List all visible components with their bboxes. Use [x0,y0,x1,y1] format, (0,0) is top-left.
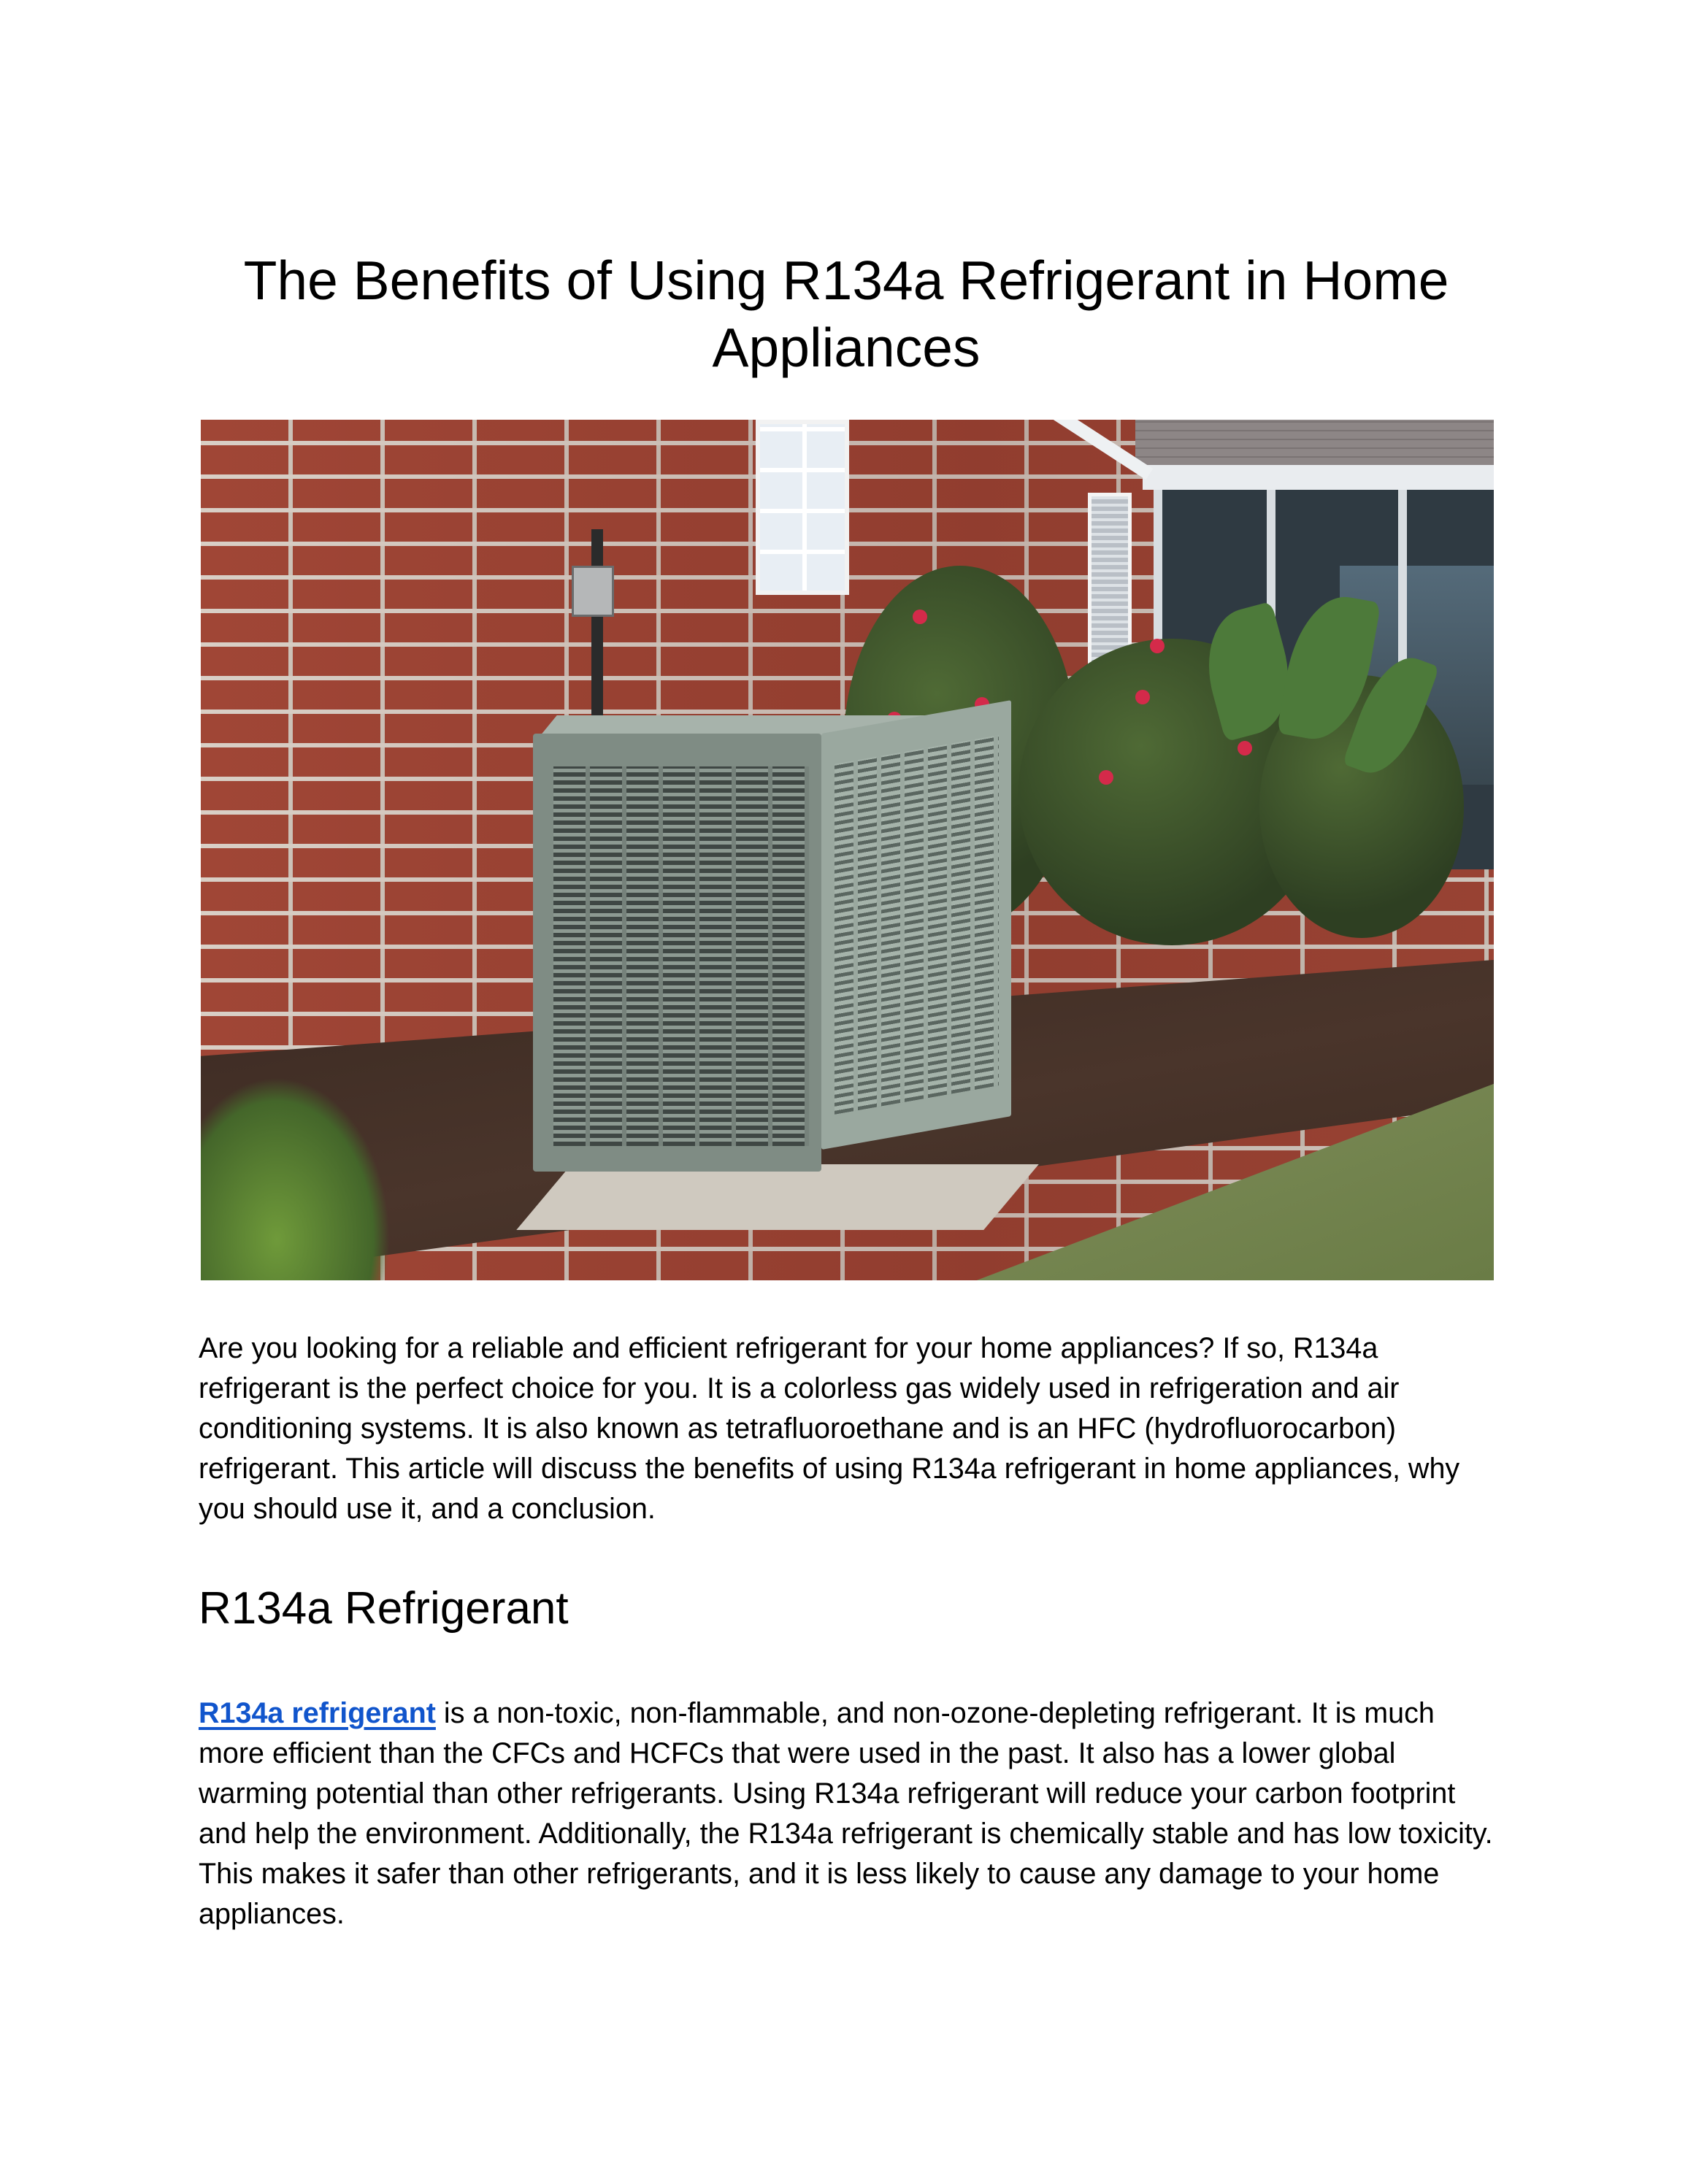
ac-ribs [835,735,999,1115]
section-paragraph [199,1693,1498,1934]
document-title: The Benefits of Using R134a Refrigerant in Home Appliances [243,250,1449,378]
roof-shingles [1135,420,1494,465]
section-heading: R134a Refrigerant [199,1583,569,1634]
concrete-pad [516,1164,1039,1230]
intro-paragraph: Are you looking for a reliable and efficient refrigerant for your home appliances? If so, R134a refrigerant is the perfect choice for you. It is a colorless gas widely used in refrigeration and air conditioning systems. It is also known as tetrafluoroethane and is an HFC (hydrofluorocarbon) refrigerant. This article will discuss the benefits of using R134a refrigerant in home appliances, why you should use it, and a conclusion. [199,1332,1460,1525]
ac-condenser-unit [533,734,821,1172]
rose-flower [1150,639,1165,653]
roof-fascia [1143,465,1494,490]
ac-unit-side [821,700,1011,1150]
disconnect-box [572,566,614,617]
section-body-text: is a non-toxic, non-flammable, and non-ozone-depleting refrigerant. It is much more efficient than the CFCs and HCFCs that were used in the past. It also has a lower global warming potential than other refrigerants. Using R134a refrigerant will reduce your carbon footprint and help the environment. Additionally, the R134a refrigerant is chemically stable and has low toxicity. This makes it safer than other refrigerants, and it is less likely to cause any damage to your home appliances. [199,1697,1493,1930]
rose-flower [1099,770,1113,785]
electrical-conduit [591,529,603,726]
rose-flower [1135,690,1150,704]
ornamental-grass [201,1077,391,1280]
ac-ribs [553,766,809,1146]
rose-flower [913,610,927,624]
hero-photo [201,420,1494,1280]
glass-block-window [756,420,849,595]
r134a-refrigerant-link[interactable]: R134a refrigerant [199,1697,436,1729]
window-mullion [802,424,807,591]
rose-flower [1238,741,1252,755]
